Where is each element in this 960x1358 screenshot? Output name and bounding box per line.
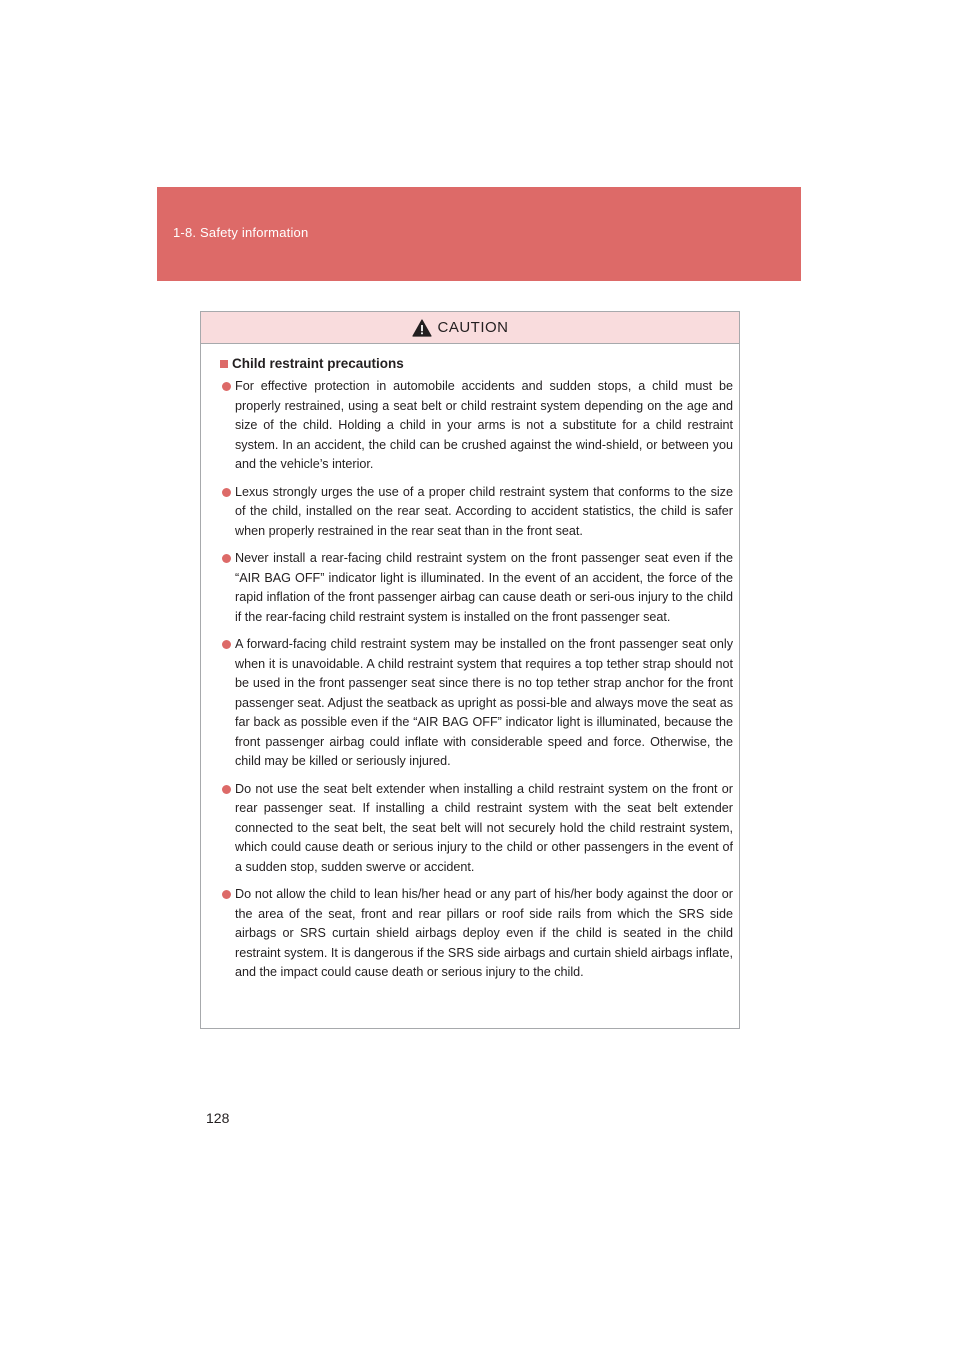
round-bullet-icon — [222, 785, 231, 794]
list-item — [220, 549, 733, 627]
list-item — [220, 780, 733, 878]
bullet-text: Never install a rear-facing child restraint system on the front passenger seat even if the “AIR BAG OFF” indicator light is illuminated. In the event of an accident, the force of the rapid inflation of the front passenger airbag can cause death or seri-ous injury to the child if the rear-facing child restraint system is installed on the front passenger seat. — [235, 551, 733, 624]
bullet-text: Do not use the seat belt extender when installing a child restraint system on the front or rear passenger seat. If installing a child restraint system with the seat belt extender connected to the seat belt, the seat belt will not securely hold the child restraint system, which could cause death or serious injury to the child or other passengers in the event of a sudden stop, sudden swerve or accident. — [235, 781, 733, 874]
section-title: 1-8. Safety information — [173, 225, 309, 240]
round-bullet-icon — [222, 382, 231, 391]
page-number: 128 — [206, 1110, 230, 1126]
list-item — [220, 635, 733, 772]
warning-triangle-icon — [412, 319, 432, 337]
round-bullet-icon — [222, 488, 231, 497]
section-header-band — [157, 187, 801, 281]
list-item — [220, 483, 733, 542]
subheading — [220, 356, 733, 371]
list-item — [220, 885, 733, 983]
square-bullet-icon — [220, 360, 228, 368]
bullet-text: Do not allow the child to lean his/her head or any part of his/her body against the door or the area of the seat, front and rear pillars or roof side rails from which the SRS side airbags or SRS curtain shield airbags deploy even if the child is seated in the child restraint system. It is dangerous if the SRS side airbags and curtain shield airbags inflate, and the impact could cause death or serious injury to the child. — [235, 887, 733, 979]
round-bullet-icon — [222, 554, 231, 563]
caution-header — [201, 312, 739, 344]
bullet-text: For effective protection in automobile accidents and sudden stops, a child must be properly restrained, using a seat belt or child restraint system depending on the age and size of the child. Holding a child in your arms is not a substitute for a child restraint system. In an accident, the child can be crushed against the wind-shield, or between you and the vehicle’s interior. — [235, 379, 733, 471]
bullet-text: A forward-facing child restraint system may be installed on the front passenger seat only when it is unavoidable. A child restraint system that requires a top tether strap should not be used in the front passenger seat since there is no top tether strap anchor for the front passenger seat. Adjust the seatback as upright as possi-ble and always move the seat as far back as possible even if the “AIR BAG OFF” indicator light is illuminated, because the front passenger airbag could inflate with considerable speed and force. Otherwise, the child may be killed or seriously injured. — [235, 637, 733, 768]
caution-box — [200, 311, 740, 1029]
caution-body — [201, 344, 739, 983]
bullet-text: Lexus strongly urges the use of a proper child restraint system that conforms to the size of the child, installed on the rear seat. According to accident statistics, the child is safer when properly restrained in the rear seat than in the front seat. — [235, 484, 733, 538]
subheading-text: Child restraint precautions — [232, 356, 404, 371]
round-bullet-icon — [222, 890, 231, 899]
bullet-list — [220, 377, 733, 983]
list-item — [220, 377, 733, 475]
caution-label: CAUTION — [437, 319, 509, 336]
round-bullet-icon — [222, 640, 231, 649]
